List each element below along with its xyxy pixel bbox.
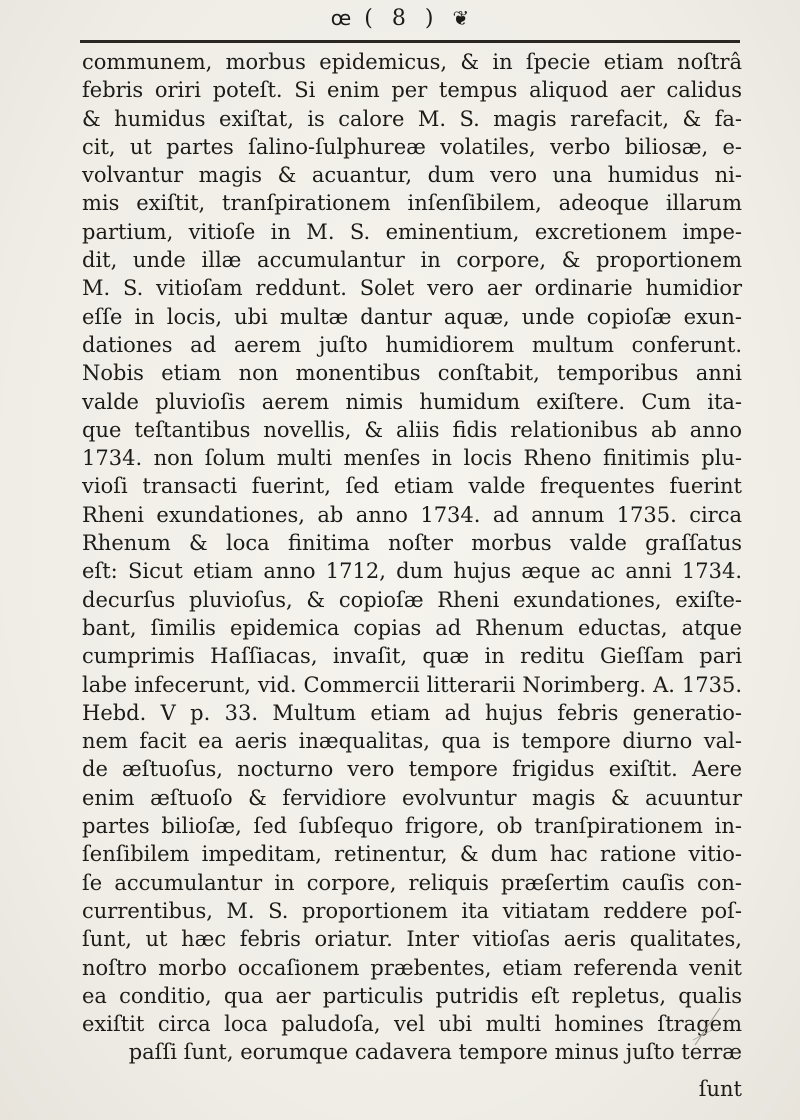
text-line: dit, unde illæ accumulantur in corpore, & proportionem xyxy=(82,248,742,273)
text-line: nem facit ea aeris inæqualitas, qua is tempore diurno val- xyxy=(82,729,742,754)
text-line: M. S. vitioſam reddunt. Solet vero aer ordinarie humidior xyxy=(82,276,742,301)
text-line: decurſus pluvioſus, & copioſæ Rheni exundationes, exiſte- xyxy=(82,587,742,612)
text-line: Rheni exundationes, ab anno 1734. ad annum 1735. circa xyxy=(82,502,742,527)
text-line: ſe accumulantur in corpore, reliquis præſertim cauſis con- xyxy=(82,870,742,895)
text-line: bant, ſimilis epidemica copias ad Rhenum eductas, atque xyxy=(82,615,742,640)
text-line: paſſi ſunt, eorumque cadavera tempore minus juſto terræ xyxy=(128,1040,742,1065)
text-line: noſtro morbo occaſionem præbentes, etiam referenda venit xyxy=(82,955,742,980)
text-line: ſunt, ut hæc febris oriatur. Inter vitioſas aeris qualitates, xyxy=(82,927,742,952)
right-ornament-icon: ❦ xyxy=(452,6,470,30)
text-line: cit, ut partes ſalino-ſulphureæ volatiles, verbo biliosæ, e- xyxy=(82,134,742,159)
text-line: Hebd. V p. 33. Multum etiam ad hujus febris generatio- xyxy=(82,700,742,725)
text-line: de æſtuoſus, nocturno vero tempore frigidus exiſtit. Aere xyxy=(82,757,742,782)
catchword: ſunt xyxy=(698,1077,742,1101)
text-line: labe infecerunt, vid. Commercii litterarii Norimberg. A. 1735. xyxy=(82,672,742,697)
left-ornament-icon: œ xyxy=(330,6,352,30)
header-rule xyxy=(80,40,740,43)
text-line: vioſi transacti fuerint, ſed etiam valde frequentes fuerint xyxy=(82,474,742,499)
text-line: Nobis etiam non monentibus conſtabit, temporibus anni xyxy=(82,361,742,386)
text-line: que teſtantibus novellis, & aliis fidis relationibus ab anno xyxy=(82,417,742,442)
text-line: partes bilioſæ, ſed ſubſequo frigore, ob tranſpirationem in- xyxy=(82,814,742,839)
text-line: valde pluvioſis aerem nimis humidum exiſtere. Cum ita- xyxy=(82,389,742,414)
text-line: Rhenum & loca finitima noſter morbus valde graſſatus xyxy=(82,531,742,556)
pencil-mark-icon xyxy=(690,1000,730,1050)
text-line: communem, morbus epidemicus, & in ſpecie etiam noſtrâ xyxy=(82,50,742,74)
text-line: dationes ad aerem juſto humidiorem multum conferunt. xyxy=(82,332,742,357)
text-line: cumprimis Haſſiacas, invaſit, quæ in reditu Gieſſam pari xyxy=(82,644,742,669)
text-line: & humidus exiſtat, is calore M. S. magis rarefacit, & fa- xyxy=(82,106,742,131)
text-line: 1734. non ſolum multi menſes in locis Rheno finitimis plu- xyxy=(82,446,742,471)
text-line: currentibus, M. S. proportionem ita vitiatam reddere poſ- xyxy=(82,898,742,923)
page-header xyxy=(0,6,800,31)
text-line: enim æſtuoſo & fervidiore evolvuntur magis & acuuntur xyxy=(82,785,742,810)
text-line: febris oriri poteſt. Si enim per tempus aliquod aer calidus xyxy=(82,78,742,103)
text-line: eſſe in locis, ubi multæ dantur aquæ, unde copioſæ exun- xyxy=(82,304,742,329)
text-line: partium, vitioſe in M. S. eminentium, excretionem impe- xyxy=(82,219,742,244)
page-number: ( 8 ) xyxy=(364,6,440,31)
text-line: ſenſibilem impeditam, retinentur, & dum hac ratione vitio- xyxy=(82,842,742,867)
body-text xyxy=(82,48,742,1067)
text-line: ea conditio, qua aer particulis putridis eſt repletus, qualis xyxy=(82,983,742,1008)
text-line: volvantur magis & acuantur, dum vero una humidus ni- xyxy=(82,163,742,188)
text-line: mis exiſtit, tranſpirationem inſenſibilem, adeoque illarum xyxy=(82,191,742,216)
text-line: exiſtit circa loca paludoſa, vel ubi multi homines ſtragem xyxy=(82,1012,742,1037)
text-line: eſt: Sicut etiam anno 1712, dum hujus æque ac anni 1734. xyxy=(82,559,742,584)
